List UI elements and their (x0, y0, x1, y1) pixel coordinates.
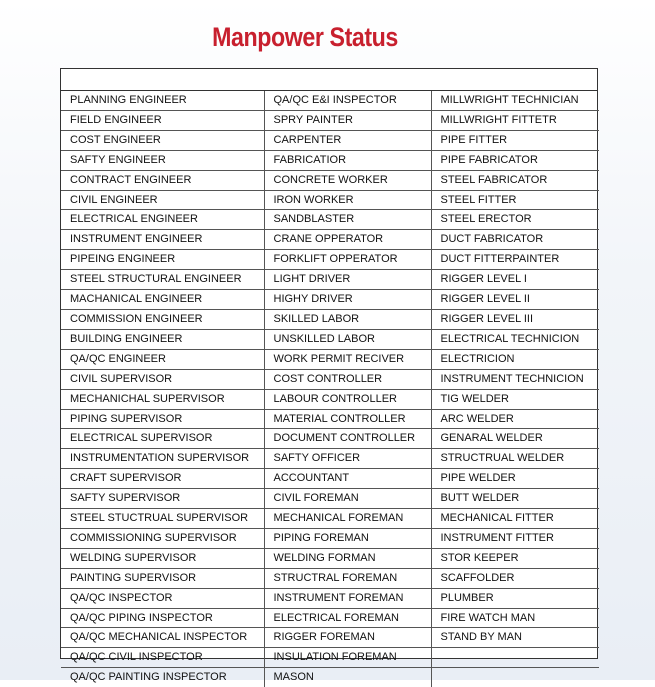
table-cell: ELECTRICAL SUPERVISOR (61, 429, 264, 449)
table-cell: PAINTING SUPERVISOR (61, 568, 264, 588)
table-cell: QA/QC E&I INSPECTOR (264, 91, 431, 110)
table-row (61, 588, 599, 608)
table-cell: QA/QC INSPECTOR (61, 588, 264, 608)
table-row (61, 210, 599, 230)
table-row (61, 548, 599, 568)
table-row (61, 150, 599, 170)
table-cell: COST ENGINEER (61, 130, 264, 150)
table-cell: CRAFT SUPERVISOR (61, 469, 264, 489)
table-cell: FORKLIFT OPPERATOR (264, 250, 431, 270)
table-cell: DOCUMENT CONTROLLER (264, 429, 431, 449)
table-cell: STEEL FABRICATOR (431, 170, 599, 190)
table-cell: FIRE WATCH MAN (431, 608, 599, 628)
table-cell: ELECTRICAL FOREMAN (264, 608, 431, 628)
table-cell: QA/QC ENGINEER (61, 349, 264, 369)
table-row (61, 349, 599, 369)
table-cell: FIELD ENGINEER (61, 110, 264, 130)
table-cell: PIPING FOREMAN (264, 528, 431, 548)
table-cell: SPRY PAINTER (264, 110, 431, 130)
table-cell (431, 668, 599, 687)
table-cell: DUCT FABRICATOR (431, 230, 599, 250)
table-cell: SANDBLASTER (264, 210, 431, 230)
table-cell: QA/QC PIPING INSPECTOR (61, 608, 264, 628)
table-cell: ELECTRICION (431, 349, 599, 369)
table-row (61, 608, 599, 628)
table-cell: SAFTY SUPERVISOR (61, 489, 264, 509)
table-cell: ACCOUNTANT (264, 469, 431, 489)
table-cell: SCAFFOLDER (431, 568, 599, 588)
table-cell: ELECTRICAL TECHNICION (431, 329, 599, 349)
table-row (61, 170, 599, 190)
table-row (61, 250, 599, 270)
table-cell: CARPENTER (264, 130, 431, 150)
table-cell: PIPE FABRICATOR (431, 150, 599, 170)
table-cell: PLUMBER (431, 588, 599, 608)
table-cell: PIPE FITTER (431, 130, 599, 150)
table-cell: STEEL ERECTOR (431, 210, 599, 230)
table-cell: WELDING FORMAN (264, 548, 431, 568)
table-cell: DUCT FITTERPAINTER (431, 250, 599, 270)
table-cell: INSTRUMENT FOREMAN (264, 588, 431, 608)
page-title-wrap (0, 22, 655, 53)
table-cell: LABOUR CONTROLLER (264, 389, 431, 409)
table-row (61, 91, 599, 110)
table-row (61, 568, 599, 588)
table-cell: TIG WELDER (431, 389, 599, 409)
table-cell: MECHANICAL FITTER (431, 509, 599, 529)
manpower-table-body (61, 91, 599, 687)
table-row (61, 389, 599, 409)
table-row (61, 429, 599, 449)
table-row (61, 270, 599, 290)
table-cell: CONTRACT ENGINEER (61, 170, 264, 190)
table-row (61, 528, 599, 548)
table-cell: RIGGER FOREMAN (264, 628, 431, 648)
table-cell: MATERIAL CONTROLLER (264, 409, 431, 429)
table-cell: SKILLED LABOR (264, 309, 431, 329)
table-cell: CIVIL ENGINEER (61, 190, 264, 210)
table-cell: QA/QC PAINTING INSPECTOR (61, 668, 264, 687)
table-row (61, 230, 599, 250)
table-cell: COST CONTROLLER (264, 369, 431, 389)
table-cell: STAND BY MAN (431, 628, 599, 648)
table-cell: WELDING SUPERVISOR (61, 548, 264, 568)
table-row (61, 449, 599, 469)
table-cell: CONCRETE WORKER (264, 170, 431, 190)
table-cell: FABRICATIOR (264, 150, 431, 170)
table-cell: BUILDING ENGINEER (61, 329, 264, 349)
manpower-table-container (60, 68, 598, 684)
table-row (61, 648, 599, 668)
table-cell: INSTRUMENT TECHNICION (431, 369, 599, 389)
page-title: Manpower Status (212, 22, 398, 52)
table-cell: RIGGER LEVEL I (431, 270, 599, 290)
table-cell: PIPEING ENGINEER (61, 250, 264, 270)
table-cell: MILLWRIGHT FITTETR (431, 110, 599, 130)
table-cell: MILLWRIGHT TECHNICIAN (431, 91, 599, 110)
table-cell: MASON (264, 668, 431, 687)
table-row (61, 668, 599, 687)
table-cell: SAFTY ENGINEER (61, 150, 264, 170)
table-row (61, 130, 599, 150)
table-cell: STRUCTRAL FOREMAN (264, 568, 431, 588)
table-row (61, 290, 599, 310)
table-cell: PIPING SUPERVISOR (61, 409, 264, 429)
table-cell: UNSKILLED LABOR (264, 329, 431, 349)
table-cell: BUTT WELDER (431, 489, 599, 509)
table-cell: IRON WORKER (264, 190, 431, 210)
table-cell: HIGHY DRIVER (264, 290, 431, 310)
table-cell: STEEL STUCTRUAL SUPERVISOR (61, 509, 264, 529)
table-cell: ELECTRICAL ENGINEER (61, 210, 264, 230)
table-row (61, 469, 599, 489)
table-cell: PIPE WELDER (431, 469, 599, 489)
table-header-band (61, 69, 597, 91)
manpower-table (61, 91, 599, 687)
table-cell: INSULATION FOREMAN (264, 648, 431, 668)
table-row (61, 329, 599, 349)
table-cell: SAFTY OFFICER (264, 449, 431, 469)
table-cell: INSTRUMENT FITTER (431, 528, 599, 548)
table-row (61, 190, 599, 210)
table-cell: LIGHT DRIVER (264, 270, 431, 290)
table-row (61, 369, 599, 389)
table-row (61, 489, 599, 509)
table-cell: WORK PERMIT RECIVER (264, 349, 431, 369)
table-cell: STRUCTRUAL WELDER (431, 449, 599, 469)
table-cell: MECHANICHAL SUPERVISOR (61, 389, 264, 409)
table-cell: CIVIL SUPERVISOR (61, 369, 264, 389)
table-row (61, 409, 599, 429)
table-cell: GENARAL WELDER (431, 429, 599, 449)
table-cell (431, 648, 599, 668)
table-cell: COMMISSION ENGINEER (61, 309, 264, 329)
table-cell: QA/QC MECHANICAL INSPECTOR (61, 628, 264, 648)
table-row (61, 628, 599, 648)
table-cell: RIGGER LEVEL III (431, 309, 599, 329)
table-row (61, 509, 599, 529)
table-cell: MECHANICAL FOREMAN (264, 509, 431, 529)
table-cell: STOR KEEPER (431, 548, 599, 568)
table-cell: STEEL FITTER (431, 190, 599, 210)
table-cell: INSTRUMENT ENGINEER (61, 230, 264, 250)
table-cell: COMMISSIONING SUPERVISOR (61, 528, 264, 548)
table-cell: CIVIL FOREMAN (264, 489, 431, 509)
table-cell: QA/QC CIVIL INSPECTOR (61, 648, 264, 668)
table-row (61, 309, 599, 329)
table-cell: STEEL STRUCTURAL ENGINEER (61, 270, 264, 290)
table-cell: PLANNING ENGINEER (61, 91, 264, 110)
table-cell: INSTRUMENTATION SUPERVISOR (61, 449, 264, 469)
table-cell: RIGGER LEVEL II (431, 290, 599, 310)
table-cell: ARC WELDER (431, 409, 599, 429)
table-cell: CRANE OPPERATOR (264, 230, 431, 250)
table-cell: MACHANICAL ENGINEER (61, 290, 264, 310)
table-row (61, 110, 599, 130)
